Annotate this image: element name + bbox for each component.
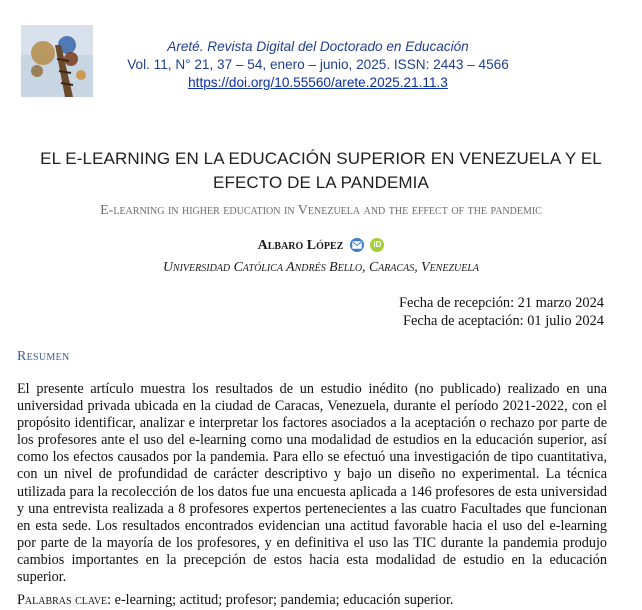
email-icon[interactable] (350, 238, 364, 252)
author-name: Albaro López (257, 238, 344, 253)
doi-link[interactable]: https://doi.org/10.55560/arete.2025.21.11.3 (188, 75, 448, 90)
article-title: EL E-LEARNING EN LA EDUCACIÓN SUPERIOR EN VENEZUELA Y EL EFECTO DE LA PANDEMIA (40, 149, 602, 193)
received-date: Fecha de recepción: 21 marzo 2024 (399, 295, 604, 311)
dates-block (399, 294, 604, 330)
journal-name: Areté. Revista Digital del Doctorado en Educación (167, 39, 469, 54)
article-subtitle: E-learning in higher education in Venezuela and the effect of the pandemic (100, 203, 542, 218)
keywords-line (17, 592, 617, 609)
author-line (0, 237, 642, 255)
accepted-date: Fecha de aceptación: 01 julio 2024 (402, 313, 604, 329)
orcid-icon[interactable]: iD (370, 238, 384, 252)
abstract-text: El presente artículo muestra los resultados de un estudio inédito (no publicado) realizado en una universidad privada ubicada en la ciudad de Caracas, Venezuela, durante el período 2021-2022, con el propósito identificar, analizar e interpretar los factores asociados a la aceptación o rechazo por parte de los profesores ante el uso del e-learning como una modalidad de estudios en la educación superior, así como los efectos causados por la pandemia. Para ello se efectuó una investigación de tipo cuantitativa, con un nivel de profundidad de carácter descriptivo y bajo un diseño no experimental. La técnica utilizada para la recolección de los datos fue una encuesta aplicada a 146 profesores de esta universidad y una entrevista realizada a 8 profesores expertos pertenecientes a las cuatro Facultades que funcionan en esta sede. Los resultados encontrados evidencian una actitud favorable hacia el uso del e-learning por parte de la mayoría de los profesores, y en definitiva el uso las TIC durante la pandemia produjo cambios importantes en la precepción de estos hacia esta modalidad de estudio en la educación superior. (17, 381, 607, 586)
abstract-heading: Resumen (17, 349, 70, 364)
keywords-values: e-learning; actitud; profesor; pandemia; educación superior. (114, 592, 454, 608)
journal-header (120, 38, 516, 92)
journal-logo-icon (21, 25, 93, 97)
author-affiliation: Universidad Católica Andrés Bello, Caracas, Venezuela (162, 259, 480, 274)
journal-volume: Vol. 11, N° 21, 37 – 54, enero – junio, 2025. ISSN: 2443 – 4566 (127, 57, 509, 72)
keywords-label: Palabras clave: (17, 592, 112, 608)
